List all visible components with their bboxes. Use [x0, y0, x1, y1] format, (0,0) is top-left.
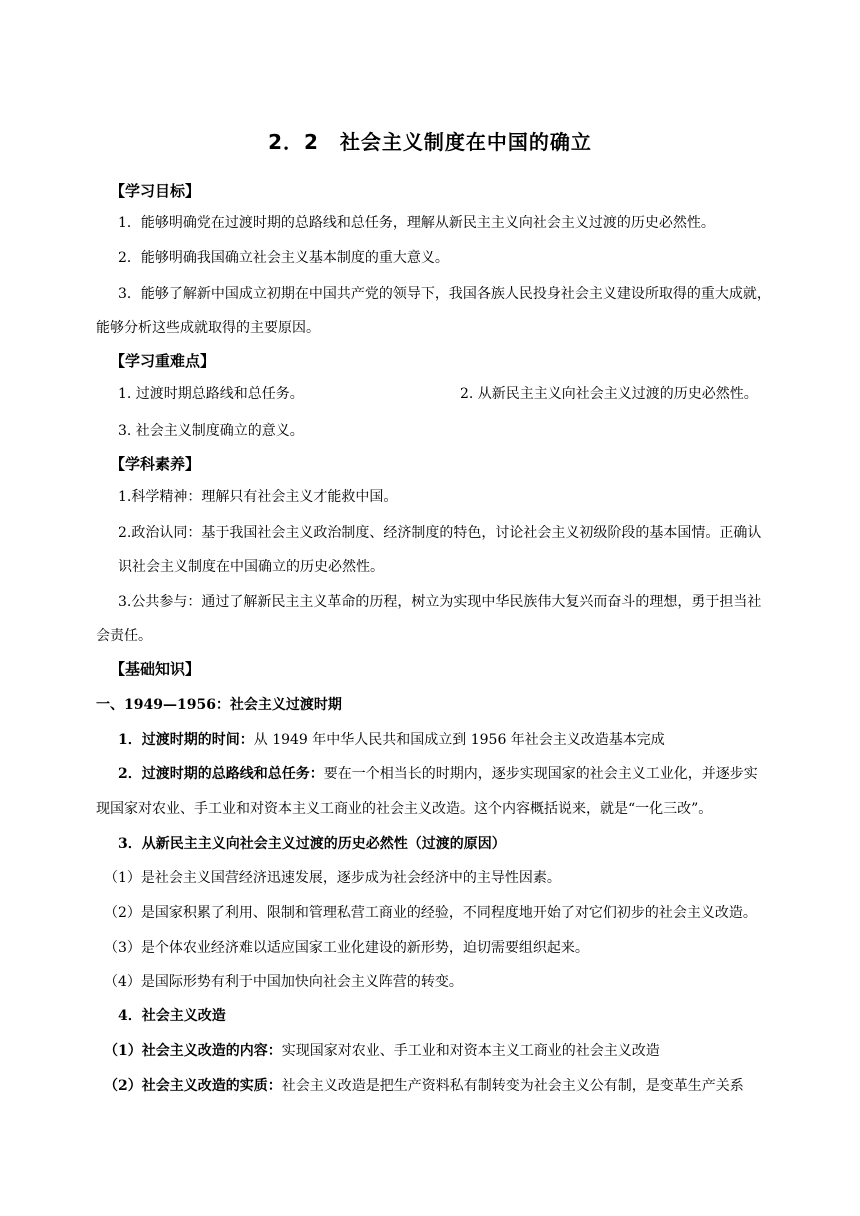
goal-item-2: 2．能够明确我国确立社会主义基本制度的重大意义。 — [118, 250, 449, 266]
keypoint-item-1: 1. 过渡时期总路线和总任务。 — [118, 386, 304, 402]
point-4-heading: 4．社会主义改造 — [118, 1008, 226, 1024]
literacy-item-2: 2.政治认同：基于我国社会主义政治制度、经济制度的特色，讨论社会主义初级阶段的基本国情。正确认 — [118, 525, 762, 541]
basics-heading: 【基础知识】 — [110, 660, 201, 678]
literacy-item-3: 3.公共参与：通过了解新民主主义革命的历程，树立为实现中华民族伟大复兴而奋斗的理想，勇于担当社 — [118, 594, 762, 610]
keypoint-item-3: 3. 社会主义制度确立的意义。 — [118, 423, 304, 439]
subpoint-2 — [104, 1076, 804, 1096]
subpoint-1-text: 实现国家对农业、手工业和对资本主义工商业的社会主义改造 — [281, 1043, 660, 1059]
subpoint-2-text: 社会主义改造是把生产资料私有制转变为社会主义公有制，是变革生产关系 — [281, 1078, 744, 1094]
keypoints-row-1 — [118, 384, 818, 404]
subpoint-1-label: （1）社会主义改造的内容： — [104, 1043, 282, 1059]
reason-1: （1）是社会主义国营经济迅速发展，逐步成为社会经济中的主导性因素。 — [104, 870, 561, 886]
literacy-heading: 【学科素养】 — [110, 455, 201, 473]
section-1-heading: 一、1949—1956：社会主义过渡时期 — [96, 697, 342, 713]
reason-4: （4）是国际形势有利于中国加快向社会主义阵营的转变。 — [104, 974, 463, 990]
subpoint-2-label: （2）社会主义改造的实质： — [104, 1078, 282, 1094]
goal-item-3: 3．能够了解新中国成立初期在中国共产党的领导下，我国各族人民投身社会主义建设所取得的重大成就， — [118, 286, 771, 302]
literacy-item-2-cont: 识社会主义制度在中国确立的历史必然性。 — [118, 559, 384, 575]
page-title: 2．2 社会主义制度在中国的确立 — [268, 130, 592, 154]
point-3-heading: 3．从新民主主义向社会主义过渡的历史必然性（过渡的原因） — [118, 836, 506, 852]
reason-2: （2）是国家积累了利用、限制和管理私营工商业的经验，不同程度地开始了对它们初步的社会主义改造。 — [104, 905, 757, 921]
point-1-text: 从 1949 年中华人民共和国成立到 1956 年社会主义改造基本完成 — [253, 732, 665, 748]
subpoint-1 — [104, 1041, 804, 1061]
point-2-cont: 现国家对农业、手工业和对资本主义工商业的社会主义改造。这个内容概括说来，就是“一化三改”。 — [96, 801, 713, 817]
point-2-text: 要在一个相当长的时期内，逐步实现国家的社会主义工业化，并逐步实 — [323, 766, 758, 782]
point-1-label: 1．过渡时期的时间： — [118, 732, 254, 748]
keypoints-heading: 【学习重难点】 — [110, 352, 216, 370]
literacy-item-3-cont: 会责任。 — [96, 628, 152, 644]
point-1 — [118, 730, 818, 750]
goals-heading: 【学习目标】 — [110, 182, 201, 200]
point-2-label: 2．过渡时期的总路线和总任务： — [118, 766, 324, 782]
keypoint-item-2: 2. 从新民主主义向社会主义过渡的历史必然性。 — [460, 386, 758, 402]
literacy-item-1: 1.科学精神：理解只有社会主义才能救中国。 — [118, 489, 398, 505]
reason-3: （3）是个体农业经济难以适应国家工业化建设的新形势，迫切需要组织起来。 — [104, 940, 589, 956]
point-2 — [118, 764, 818, 784]
goal-item-3-cont: 能够分析这些成就取得的主要原因。 — [96, 320, 320, 336]
goal-item-1: 1．能够明确党在过渡时期的总路线和总任务，理解从新民主主义向社会主义过渡的历史必然性。 — [118, 215, 715, 231]
